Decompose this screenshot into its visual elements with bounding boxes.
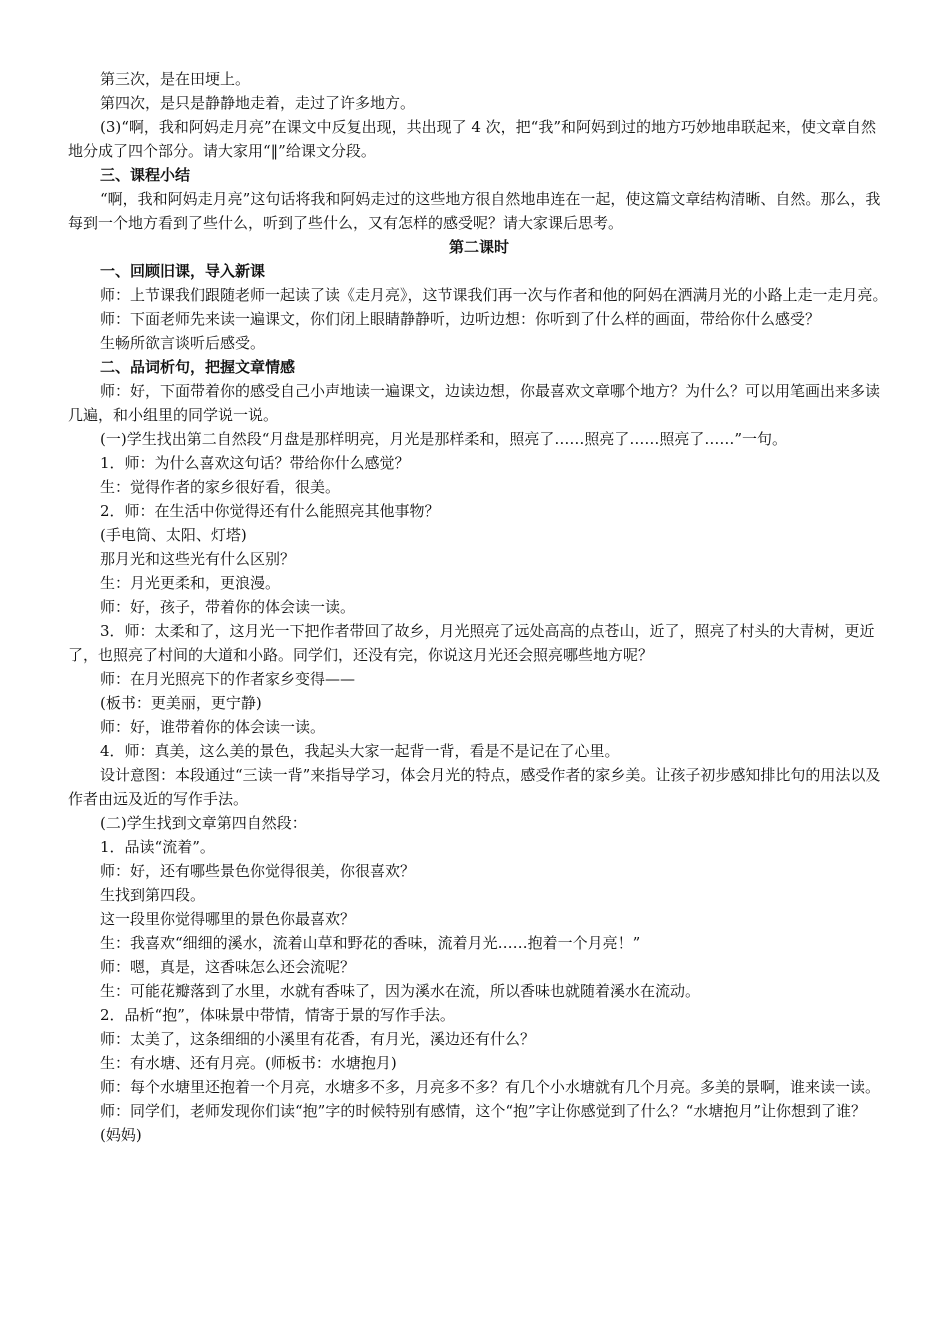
paragraph: 师：太美了，这条细细的小溪里有花香，有月光，溪边还有什么？ [100, 1030, 536, 1048]
section-heading: 一、回顾旧课，导入新课 [100, 262, 266, 280]
paragraph: 2．师：在生活中你觉得还有什么能照亮其他事物？ [100, 502, 440, 520]
paragraph: “啊，我和阿妈走月亮”这句话将我和阿妈走过的这些地方很自然地串连在一起，使这篇文章结构清晰、自然。那么，我每到一个地方看到了些什么，听到了些什么，又有怎样的感受呢？请大家课后思考。 [68, 190, 881, 232]
paragraph: 师：好，谁带着你的体会读一读。 [100, 718, 326, 736]
paragraph: (板书：更美丽，更宁静) [100, 694, 262, 712]
paragraph: (手电筒、太阳、灯塔) [100, 526, 247, 544]
paragraph: (妈妈) [100, 1126, 142, 1144]
paragraph: 师：嗯，真是，这香味怎么还会流呢？ [100, 958, 356, 976]
section-heading: 二、品词析句，把握文章情感 [100, 358, 296, 376]
paragraph: 设计意图：本段通过“三读一背”来指导学习，体会月光的特点，感受作者的家乡美。让孩子初步感知排比句的用法以及作者由远及近的写作手法。 [68, 766, 881, 808]
paragraph: 生：月光更柔和，更浪漫。 [100, 574, 281, 592]
paragraph: 第三次，是在田埂上。 [100, 70, 251, 88]
paragraph: 1．品读“流着”。 [100, 838, 215, 856]
section-heading: 三、课程小结 [100, 166, 191, 184]
paragraph: 那月光和这些光有什么区别？ [100, 550, 296, 568]
paragraph: 师：每个水塘里还抱着一个月亮，水塘多不多，月亮多不多？有几个小水塘就有几个月亮。多美的景啊，谁来读一读。 [100, 1078, 881, 1096]
paragraph: 生：有水塘、还有月亮。(师板书：水塘抱月) [100, 1054, 397, 1072]
paragraph: 师：下面老师先来读一遍课文，你们闭上眼睛静静听，边听边想：你听到了什么样的画面，带给你什么感受？ [100, 310, 821, 328]
paragraph: 生：觉得作者的家乡很好看，很美。 [100, 478, 341, 496]
paragraph: 1．师：为什么喜欢这句话？带给你什么感觉？ [100, 454, 410, 472]
paragraph: 这一段里你觉得哪里的景色你最喜欢？ [100, 910, 356, 928]
paragraph: 师：好，下面带着你的感受自己小声地读一遍课文，边读边想，你最喜欢文章哪个地方？为什么？可以用笔画出来多读几遍，和小组里的同学说一说。 [68, 382, 881, 424]
paragraph: 师：好，孩子，带着你的体会读一读。 [100, 598, 356, 616]
paragraph: 第四次，是只是静静地走着，走过了许多地方。 [100, 94, 416, 112]
paragraph: (二)学生找到文章第四自然段： [100, 814, 307, 832]
paragraph: 生：可能花瓣落到了水里，水就有香味了，因为溪水在流，所以香味也就随着溪水在流动。 [100, 982, 701, 1000]
paragraph: 4．师：真美，这么美的景色，我起头大家一起背一背，看是不是记在了心里。 [100, 742, 620, 760]
document-body [68, 67, 890, 1147]
paragraph: 师：上节课我们跟随老师一起读了读《走月亮》，这节课我们再一次与作者和他的阿妈在洒满月光的小路上走一走月亮。 [100, 286, 888, 304]
paragraph: 师：同学们，老师发现你们读“抱”字的时候特别有感情，这个“抱”字让你感觉到了什么？“水塘抱月”让你想到了谁？ [100, 1102, 867, 1120]
paragraph: 生畅所欲言谈听后感受。 [100, 334, 266, 352]
paragraph: (3)“啊，我和阿妈走月亮”在课文中反复出现，共出现了 4 次，把“我”和阿妈到过的地方巧妙地串联起来，使文章自然地分成了四个部分。请大家用“‖”给课文分段。 [68, 118, 877, 160]
section-title: 第二课时 [448, 238, 509, 256]
paragraph: 2．品析“抱”，体味景中带情，情寄于景的写作手法。 [100, 1006, 455, 1024]
paragraph: 师：好，还有哪些景色你觉得很美，你很喜欢？ [100, 862, 416, 880]
paragraph: 3．师：太柔和了，这月光一下把作者带回了故乡，月光照亮了远处高高的点苍山，近了，照亮了村头的大青树，更近了，也照亮了村间的大道和小路。同学们，还没有完，你说这月光还会照亮哪些地方呢？ [68, 622, 875, 664]
paragraph: (一)学生找出第二自然段“月盘是那样明亮，月光是那样柔和，照亮了……照亮了……照亮了……”一句。 [100, 430, 788, 448]
paragraph: 生找到第四段。 [100, 886, 206, 904]
paragraph: 生：我喜欢“细细的溪水，流着山草和野花的香味，流着月光……抱着一个月亮！” [100, 934, 641, 952]
paragraph: 师：在月光照亮下的作者家乡变得—— [100, 670, 356, 688]
